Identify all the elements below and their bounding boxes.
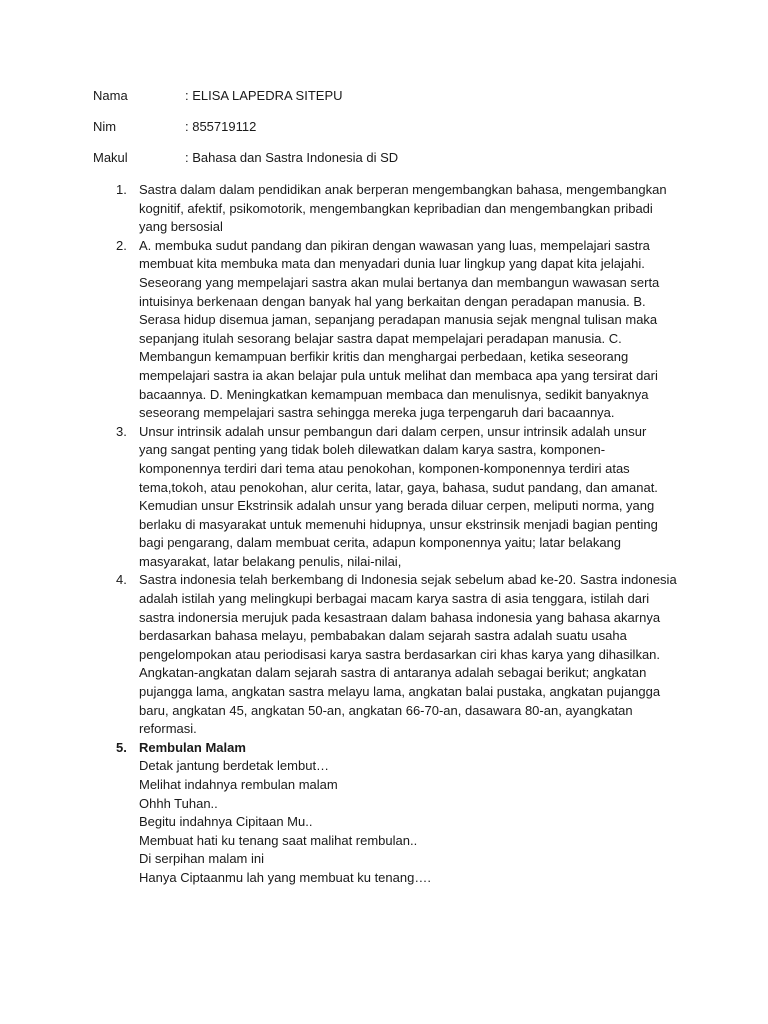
name-label: Nama	[93, 88, 128, 103]
text-line: adalah istilah yang melingkupi berbagai macam karya sastra di asia tenggara, istilah dari	[139, 591, 650, 607]
text-line: seseorang mempelajari sastra sehingga mereka juga terpengaruh dari bacaannya.	[139, 405, 615, 421]
text-line: reformasi.	[139, 721, 197, 737]
text-line: baru, angkatan 45, angkatan 50-an, angkatan 66-70-an, dasawara 80-an, ayangkatan	[139, 702, 633, 718]
list-item-number: 4.	[116, 572, 127, 588]
list-item-number: 2.	[116, 237, 127, 253]
text-line: bagi pengarang, dalam membuat cerita, adapun komponennya yaitu; latar belakang	[139, 535, 622, 551]
student-info	[93, 88, 693, 181]
poem-line: Ohhh Tuhan..	[139, 795, 218, 811]
text-line: intuisinya berkenaan dengan banyak hal yang berkaitan dengan peradapan manusia. B.	[139, 293, 646, 309]
list-item-text	[139, 571, 683, 738]
text-line: pengelompokan atau periodisasi karya sastra berdasarkan ciri khas karya yang dihasilkan.	[139, 646, 661, 662]
nim-row	[93, 119, 693, 134]
list-item-text	[139, 423, 683, 572]
text-line: berlaku di masyarakat untuk memenuhi hidupnya, unsur ekstrinsik menjadi bagian penting	[139, 516, 658, 532]
poem-line: Di serpihan malam ini	[139, 851, 264, 867]
list-item-number: 3.	[116, 423, 127, 439]
text-line: berdasarkan bahasa melayu, pembabakan dalam sejarah sastra adalah suatu usaha	[139, 628, 627, 644]
list-item	[93, 237, 683, 423]
text-line: pujangga lama, angkatan sastra melayu lama, angkatan balai pustaka, angkatan pujangga	[139, 684, 661, 700]
text-line: yang sangat penting yang tidak boleh dilewatkan dalam karya sastra, komponen-	[139, 442, 606, 458]
text-line: Seseorang yang mempelajari sastra akan mulai bertanya dan membangun wawasan serta	[139, 274, 660, 290]
text-line: Unsur intrinsik adalah unsur pembangun dari dalam cerpen, unsur intrinsik adalah unsur	[139, 423, 647, 439]
text-line: tema,tokoh, atau penokohan, alur cerita, latar, gaya, bahasa, sudut pandang, dan amanat.	[139, 479, 658, 495]
poem-item	[93, 739, 683, 888]
text-line: Sastra indonesia telah berkembang di Indonesia sejak sebelum abad ke-20. Sastra indonesia	[139, 572, 677, 588]
text-line: komponennya terdiri dari tema atau penokohan, komponen-komponennya terdiri atas	[139, 460, 630, 476]
text-line: sastra indonersia merujuk pada kesastraan dalam bahasa indonesia yang bahasa akarnya	[139, 609, 661, 625]
list-item-text	[139, 237, 683, 423]
text-line: Kemudian unsur Ekstrinsik adalah unsur yang berada diluar cerpen, meliputi norma, yang	[139, 498, 655, 514]
name-row	[93, 88, 693, 103]
poem-line: Detak jantung berdetak lembut…	[139, 758, 330, 774]
text-line: masyarakat, latar belakang penulis, nilai-nilai,	[139, 553, 402, 569]
text-line: Angkatan-angkatan dalam sejarah sastra di antaranya adalah sebagai berikut; angkatan	[139, 665, 647, 681]
poem-line: Membuat hati ku tenang saat malihat rembulan..	[139, 832, 418, 848]
text-line: Sastra dalam dalam pendidikan anak berperan mengembangkan bahasa, mengembangkan	[139, 182, 667, 197]
text-line: A. membuka sudut pandang dan pikiran dengan wawasan yang luas, mempelajari sastra	[139, 237, 650, 253]
poem-body	[139, 739, 683, 888]
nim-value: : 855719112	[185, 119, 257, 134]
course-label: Makul	[93, 150, 128, 165]
text-line: kognitif, afektif, psikomotorik, mengembangkan kepribadian dan mengembangkan pribadi	[139, 200, 653, 216]
course-row	[93, 150, 693, 165]
list-item	[93, 571, 683, 738]
list-item	[93, 181, 683, 237]
list-item-text	[139, 181, 683, 237]
answer-list	[93, 181, 683, 888]
list-item	[93, 423, 683, 572]
text-line: Serasa hidup disemua jaman, sepanjang peradapan manusia sejak mengnal tulisan maka	[139, 312, 658, 328]
text-line: mempelajari sastra ia akan belajar pula untuk melihat dan membaca apa yang tersirat dari	[139, 367, 658, 383]
course-value: : Bahasa dan Sastra Indonesia di SD	[185, 150, 399, 165]
text-line: yang bersosial	[139, 219, 223, 235]
nim-label: Nim	[93, 119, 117, 134]
list-item-number: 1.	[116, 182, 127, 197]
list-item-number: 5.	[116, 739, 127, 755]
poem-title: Rembulan Malam	[139, 739, 246, 755]
text-line: Membangun kemampuan berfikir kritis dan menghargai perbedaan, ketika seseorang	[139, 349, 629, 365]
text-line: bacaannya. D. Meningkatkan kemampuan membaca dan menulisnya, sedikit banyaknya	[139, 386, 649, 402]
text-line: membuat kita membuka mata dan menyadari dunia luar lingkup yang dapat kita jelajahi.	[139, 256, 645, 272]
name-value: : ELISA LAPEDRA SITEPU	[185, 88, 343, 103]
text-line: sepanjang itulah sesorang belajar sastra dapat mempelajari peradapan manusia. C.	[139, 330, 622, 346]
poem-line: Begitu indahnya Cipitaan Mu..	[139, 814, 313, 830]
poem-line: Melihat indahnya rembulan malam	[139, 777, 338, 792]
poem-line: Hanya Ciptaanmu lah yang membuat ku tenang….	[139, 869, 431, 885]
